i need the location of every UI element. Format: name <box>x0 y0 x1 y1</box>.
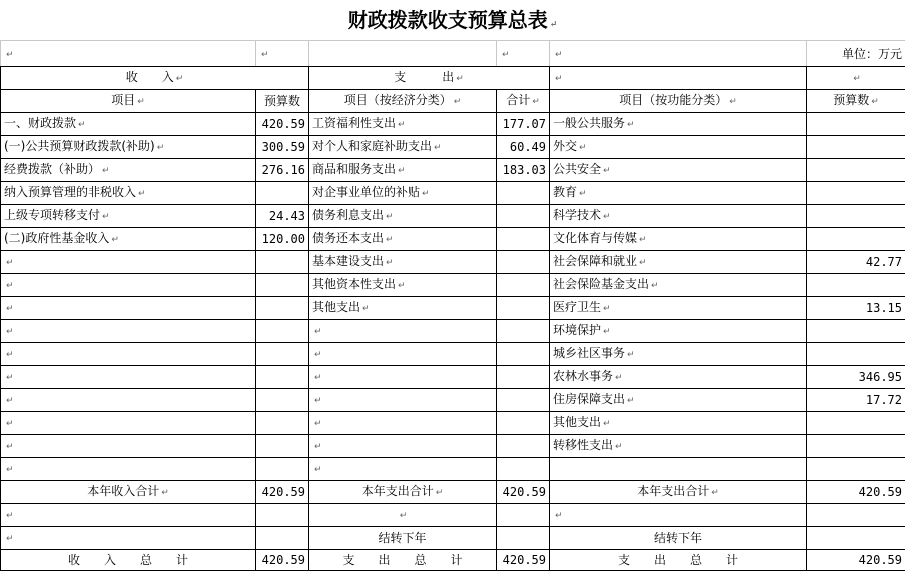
func-item-text: 其他支出 <box>553 415 601 429</box>
expense-total-label[interactable] <box>309 481 497 504</box>
return-mark-icon: ↵ <box>555 74 563 84</box>
econ-item[interactable] <box>309 366 497 389</box>
cell[interactable] <box>256 504 309 527</box>
return-mark-icon: ↵ <box>400 511 408 521</box>
econ-item-text: 对个人和家庭补助支出 <box>312 139 432 153</box>
func-item-text: 城乡社区事务 <box>553 346 625 360</box>
income-budget-text: 24.43 <box>269 209 305 223</box>
return-mark-icon: ↵ <box>550 20 558 30</box>
econ-item[interactable] <box>309 343 497 366</box>
return-mark-icon: ↵ <box>111 235 119 245</box>
table-row <box>1 389 905 412</box>
grand-func-value-text: 420.59 <box>859 553 902 567</box>
func-budget[interactable] <box>807 366 905 389</box>
func-item[interactable] <box>550 182 807 205</box>
income-item-text: 上级专项转移支付 <box>4 208 100 222</box>
econ-item[interactable] <box>309 274 497 297</box>
return-mark-icon: ↵ <box>627 120 635 130</box>
table-row <box>1 320 905 343</box>
return-mark-icon: ↵ <box>422 189 430 199</box>
income-budget[interactable] <box>256 113 309 136</box>
econ-item-text: 其他资本性支出 <box>312 277 396 291</box>
income-budget[interactable] <box>256 228 309 251</box>
return-mark-icon: ↵ <box>603 212 611 222</box>
cell[interactable] <box>309 41 497 67</box>
table-row <box>1 113 905 136</box>
income-item-text: (一)公共预算财政拨款(补助) <box>4 139 155 153</box>
func-budget-text: 346.95 <box>859 370 902 384</box>
income-item[interactable] <box>1 458 256 481</box>
income-item[interactable] <box>1 159 256 182</box>
econ-total[interactable] <box>497 320 550 343</box>
func-budget[interactable] <box>807 205 905 228</box>
table-row <box>1 297 905 320</box>
return-mark-icon: ↵ <box>314 419 322 429</box>
expense-total-label-text: 本年支出合计 <box>362 484 434 498</box>
func-item-text: 教育 <box>553 185 577 199</box>
func-budget[interactable] <box>807 412 905 435</box>
income-item-text: 经费拨款（补助） <box>4 162 100 176</box>
income-total-value[interactable] <box>256 481 309 504</box>
table-row <box>1 412 905 435</box>
cell[interactable] <box>550 67 807 90</box>
func-item-text: 一般公共服务 <box>553 116 625 130</box>
func-item-text: 社会保险基金支出 <box>553 277 649 291</box>
func-item-text: 转移性支出 <box>553 438 613 452</box>
func-total-label-text: 本年支出合计 <box>637 484 709 498</box>
return-mark-icon: ↵ <box>386 212 394 222</box>
income-budget[interactable] <box>256 297 309 320</box>
income-item-text: 纳入预算管理的非税收入 <box>4 185 136 199</box>
func-item[interactable] <box>550 159 807 182</box>
func-budget-text: 13.15 <box>866 301 902 315</box>
func-item[interactable] <box>550 205 807 228</box>
func-item[interactable] <box>550 320 807 343</box>
return-mark-icon: ↵ <box>603 304 611 314</box>
expense-section: 支 出 ↵ <box>309 67 550 90</box>
func-item[interactable] <box>550 274 807 297</box>
cell[interactable] <box>309 504 497 527</box>
econ-total[interactable] <box>497 389 550 412</box>
expense-total-value[interactable] <box>497 481 550 504</box>
return-mark-icon: ↵ <box>6 534 14 544</box>
return-mark-icon: ↵ <box>6 511 14 521</box>
return-mark-icon: ↵ <box>6 281 14 291</box>
totals-row <box>1 481 905 504</box>
income-item-text: 一、财政拨款 <box>4 116 76 130</box>
return-mark-icon: ↵ <box>502 50 510 60</box>
return-mark-icon: ↵ <box>314 350 322 360</box>
func-item[interactable] <box>550 228 807 251</box>
func-item-text: 文化体育与传媒 <box>553 231 637 245</box>
func-budget[interactable] <box>807 136 905 159</box>
table-row <box>1 504 905 527</box>
income-item[interactable] <box>1 320 256 343</box>
income-budget[interactable] <box>256 435 309 458</box>
econ-item[interactable] <box>309 412 497 435</box>
econ-total-text: 60.49 <box>510 140 546 154</box>
econ-item-text: 债务还本支出 <box>312 231 384 245</box>
section-row <box>1 67 905 90</box>
econ-item[interactable] <box>309 251 497 274</box>
header-item: 项目 ↵ <box>1 90 256 113</box>
income-budget[interactable] <box>256 458 309 481</box>
return-mark-icon: ↵ <box>871 97 879 107</box>
table-row <box>1 159 905 182</box>
func-budget[interactable] <box>807 182 905 205</box>
return-mark-icon: ↵ <box>137 97 145 107</box>
header-budget2: 预算数 ↵ <box>807 90 905 113</box>
income-budget-text: 120.00 <box>262 232 305 246</box>
income-item[interactable] <box>1 412 256 435</box>
expense-total-value-text: 420.59 <box>503 485 546 499</box>
grand-income-value-text: 420.59 <box>262 553 305 567</box>
func-budget[interactable] <box>807 435 905 458</box>
econ-total[interactable] <box>497 159 550 182</box>
econ-total[interactable] <box>497 412 550 435</box>
header-econ-item: 项目（按经济分类） ↵ <box>309 90 497 113</box>
table-row <box>1 366 905 389</box>
return-mark-icon: ↵ <box>603 419 611 429</box>
econ-total[interactable] <box>497 458 550 481</box>
return-mark-icon: ↵ <box>579 143 587 153</box>
return-mark-icon: ↵ <box>6 465 14 475</box>
table-row <box>1 205 905 228</box>
income-total-label[interactable] <box>1 481 256 504</box>
income-item[interactable] <box>1 343 256 366</box>
income-total-value-text: 420.59 <box>262 485 305 499</box>
return-mark-icon: ↵ <box>386 235 394 245</box>
return-mark-icon: ↵ <box>651 281 659 291</box>
cell[interactable] <box>497 504 550 527</box>
return-mark-icon: ↵ <box>386 258 394 268</box>
return-mark-icon: ↵ <box>176 74 184 84</box>
income-item-text: (二)政府性基金收入 <box>4 231 109 245</box>
func-budget[interactable] <box>807 113 905 136</box>
func-budget[interactable] <box>807 458 905 481</box>
cell[interactable] <box>550 504 807 527</box>
func-item-text: 社会保障和就业 <box>553 254 637 268</box>
table-row <box>1 343 905 366</box>
income-budget[interactable] <box>256 366 309 389</box>
carry-econ-label[interactable] <box>309 527 497 550</box>
return-mark-icon: ↵ <box>6 258 14 268</box>
econ-total-text: 177.07 <box>503 117 546 131</box>
return-mark-icon: ↵ <box>314 442 322 452</box>
grand-func-label[interactable] <box>550 550 807 571</box>
income-item[interactable] <box>1 205 256 228</box>
econ-total[interactable] <box>497 113 550 136</box>
unit-row <box>1 41 905 67</box>
econ-total[interactable] <box>497 251 550 274</box>
income-total-label-text: 本年收入合计 <box>87 484 159 498</box>
income-budget-text: 276.16 <box>262 163 305 177</box>
econ-item-text: 基本建设支出 <box>312 254 384 268</box>
income-item[interactable] <box>1 228 256 251</box>
grand-income-value[interactable] <box>256 550 309 571</box>
unit-label: 单位：万元 <box>807 41 905 67</box>
return-mark-icon: ↵ <box>314 327 322 337</box>
func-item[interactable] <box>550 366 807 389</box>
func-budget[interactable] <box>807 343 905 366</box>
return-mark-icon: ↵ <box>6 419 14 429</box>
income-item[interactable] <box>1 366 256 389</box>
cell[interactable] <box>256 527 309 550</box>
table-row <box>1 274 905 297</box>
income-item[interactable] <box>1 113 256 136</box>
econ-item[interactable] <box>309 182 497 205</box>
header-total: 合计 ↵ <box>497 90 550 113</box>
econ-item[interactable] <box>309 389 497 412</box>
cell[interactable] <box>807 67 905 90</box>
func-item[interactable] <box>550 343 807 366</box>
grand-total-row <box>1 550 905 571</box>
econ-total[interactable] <box>497 343 550 366</box>
grand-func-label-text: 支 出 总 计 <box>618 553 738 567</box>
return-mark-icon: ↵ <box>314 465 322 475</box>
econ-item[interactable] <box>309 435 497 458</box>
func-item-text: 住房保障支出 <box>553 392 625 406</box>
income-budget-text: 300.59 <box>262 140 305 154</box>
return-mark-icon: ↵ <box>532 97 540 107</box>
func-item[interactable] <box>550 458 807 481</box>
return-mark-icon: ↵ <box>579 189 587 199</box>
income-budget[interactable] <box>256 205 309 228</box>
return-mark-icon: ↵ <box>627 350 635 360</box>
return-mark-icon: ↵ <box>6 350 14 360</box>
func-item-text: 医疗卫生 <box>553 300 601 314</box>
econ-item[interactable] <box>309 228 497 251</box>
table-row <box>1 182 905 205</box>
return-mark-icon: ↵ <box>454 97 462 107</box>
func-total-value-text: 420.59 <box>859 485 902 499</box>
return-mark-icon: ↵ <box>6 327 14 337</box>
table-body <box>1 41 905 571</box>
return-mark-icon: ↵ <box>6 304 14 314</box>
cell[interactable] <box>807 504 905 527</box>
func-budget[interactable] <box>807 159 905 182</box>
econ-total[interactable] <box>497 228 550 251</box>
grand-income-label-text: 收 入 总 计 <box>68 553 188 567</box>
header-func-item: 项目（按功能分类） ↵ <box>550 90 807 113</box>
income-budget[interactable] <box>256 251 309 274</box>
func-item-text: 外交 <box>553 139 577 153</box>
econ-item-text: 其他支出 <box>312 300 360 314</box>
func-budget-text: 17.72 <box>866 393 902 407</box>
cell[interactable] <box>1 41 256 67</box>
grand-expense-value[interactable] <box>497 550 550 571</box>
return-mark-icon: ↵ <box>398 281 406 291</box>
income-item[interactable] <box>1 435 256 458</box>
income-budget[interactable] <box>256 343 309 366</box>
grand-func-value[interactable] <box>807 550 905 571</box>
func-item-text: 环境保护 <box>553 323 601 337</box>
func-item-text: 公共安全 <box>553 162 601 176</box>
return-mark-icon: ↵ <box>615 442 623 452</box>
income-item[interactable] <box>1 297 256 320</box>
return-mark-icon: ↵ <box>456 74 464 84</box>
income-item[interactable] <box>1 136 256 159</box>
econ-item[interactable] <box>309 205 497 228</box>
table-row <box>1 228 905 251</box>
func-item[interactable] <box>550 251 807 274</box>
return-mark-icon: ↵ <box>603 327 611 337</box>
cell[interactable] <box>550 41 807 67</box>
income-item[interactable] <box>1 182 256 205</box>
return-mark-icon: ↵ <box>729 97 737 107</box>
econ-item[interactable] <box>309 136 497 159</box>
return-mark-icon: ↵ <box>434 143 442 153</box>
func-budget-text: 42.77 <box>866 255 902 269</box>
econ-item[interactable] <box>309 159 497 182</box>
func-item-text: 农林水事务 <box>553 369 613 383</box>
return-mark-icon: ↵ <box>161 488 169 498</box>
return-mark-icon: ↵ <box>6 373 14 383</box>
econ-item[interactable] <box>309 320 497 343</box>
income-budget[interactable] <box>256 274 309 297</box>
econ-total[interactable] <box>497 274 550 297</box>
grand-income-label[interactable] <box>1 550 256 571</box>
return-mark-icon: ↵ <box>6 442 14 452</box>
budget-table <box>0 40 905 571</box>
func-item-text: 科学技术 <box>553 208 601 222</box>
income-budget[interactable] <box>256 320 309 343</box>
header-row <box>1 90 905 113</box>
carry-func-label-text: 结转下年 <box>654 531 702 545</box>
func-item[interactable] <box>550 412 807 435</box>
grand-expense-value-text: 420.59 <box>503 553 546 567</box>
income-budget[interactable] <box>256 159 309 182</box>
return-mark-icon: ↵ <box>711 488 719 498</box>
econ-item-text: 商品和服务支出 <box>312 162 396 176</box>
carry-func-label[interactable] <box>550 527 807 550</box>
cell[interactable] <box>1 527 256 550</box>
return-mark-icon: ↵ <box>102 212 110 222</box>
grand-expense-label-text: 支 出 总 计 <box>342 553 462 567</box>
table-row <box>1 136 905 159</box>
return-mark-icon: ↵ <box>138 189 146 199</box>
table-row <box>1 435 905 458</box>
return-mark-icon: ↵ <box>853 74 861 84</box>
income-budget[interactable] <box>256 389 309 412</box>
econ-item-text: 工资福利性支出 <box>312 116 396 130</box>
cell[interactable] <box>256 41 309 67</box>
cell[interactable] <box>497 41 550 67</box>
return-mark-icon: ↵ <box>6 396 14 406</box>
econ-total[interactable] <box>497 182 550 205</box>
return-mark-icon: ↵ <box>603 166 611 176</box>
carry-row <box>1 527 905 550</box>
econ-item[interactable] <box>309 297 497 320</box>
return-mark-icon: ↵ <box>102 166 110 176</box>
econ-item[interactable] <box>309 113 497 136</box>
econ-total[interactable] <box>497 366 550 389</box>
grand-expense-label[interactable] <box>309 550 497 571</box>
return-mark-icon: ↵ <box>398 166 406 176</box>
return-mark-icon: ↵ <box>157 143 165 153</box>
func-budget[interactable] <box>807 320 905 343</box>
return-mark-icon: ↵ <box>314 373 322 383</box>
cell[interactable] <box>807 527 905 550</box>
func-total-label[interactable] <box>550 481 807 504</box>
econ-item-text: 债务利息支出 <box>312 208 384 222</box>
return-mark-icon: ↵ <box>436 488 444 498</box>
return-mark-icon: ↵ <box>362 304 370 314</box>
econ-total[interactable] <box>497 205 550 228</box>
econ-total[interactable] <box>497 297 550 320</box>
return-mark-icon: ↵ <box>314 396 322 406</box>
page-title: 财政拨款收支预算总表 ↵ <box>0 4 905 36</box>
econ-total-text: 183.03 <box>503 163 546 177</box>
return-mark-icon: ↵ <box>639 235 647 245</box>
income-section: 收 入 ↵ <box>1 67 309 90</box>
func-budget[interactable] <box>807 251 905 274</box>
cell[interactable] <box>1 504 256 527</box>
func-budget[interactable] <box>807 274 905 297</box>
income-item[interactable] <box>1 274 256 297</box>
income-item[interactable] <box>1 251 256 274</box>
func-total-value[interactable] <box>807 481 905 504</box>
return-mark-icon: ↵ <box>615 373 623 383</box>
econ-item-text: 对企事业单位的补贴 <box>312 185 420 199</box>
func-item[interactable] <box>550 297 807 320</box>
return-mark-icon: ↵ <box>639 258 647 268</box>
return-mark-icon: ↵ <box>261 50 269 60</box>
func-budget[interactable] <box>807 228 905 251</box>
table-row <box>1 251 905 274</box>
income-budget[interactable] <box>256 136 309 159</box>
income-item[interactable] <box>1 389 256 412</box>
income-budget[interactable] <box>256 412 309 435</box>
return-mark-icon: ↵ <box>555 511 563 521</box>
return-mark-icon: ↵ <box>627 396 635 406</box>
func-budget[interactable] <box>807 297 905 320</box>
func-budget[interactable] <box>807 389 905 412</box>
return-mark-icon: ↵ <box>398 120 406 130</box>
econ-total[interactable] <box>497 136 550 159</box>
return-mark-icon: ↵ <box>6 50 14 60</box>
cell[interactable] <box>497 527 550 550</box>
func-item[interactable] <box>550 389 807 412</box>
table-row <box>1 458 905 481</box>
return-mark-icon: ↵ <box>78 120 86 130</box>
income-budget[interactable] <box>256 182 309 205</box>
econ-item[interactable] <box>309 458 497 481</box>
return-mark-icon: ↵ <box>555 50 563 60</box>
func-item[interactable] <box>550 435 807 458</box>
func-item[interactable] <box>550 113 807 136</box>
header-budget: 预算数 <box>256 90 309 113</box>
func-item[interactable] <box>550 136 807 159</box>
econ-total[interactable] <box>497 435 550 458</box>
income-budget-text: 420.59 <box>262 117 305 131</box>
carry-econ-label-text: 结转下年 <box>378 531 426 545</box>
